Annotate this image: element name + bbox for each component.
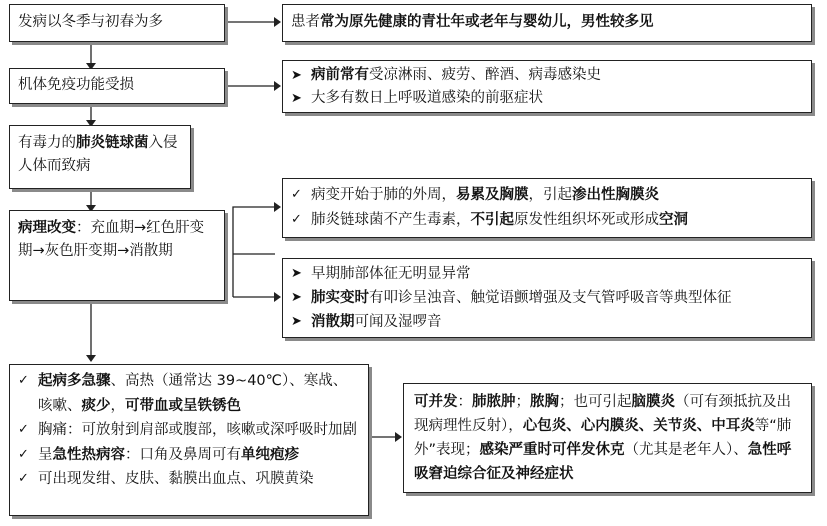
bold-text: 单纯疱疹 xyxy=(241,446,299,463)
list-item xyxy=(291,183,803,208)
text: 受凉淋雨、疲劳、醉酒、病毒感染史 xyxy=(369,67,601,83)
check-icon: ✓ xyxy=(291,187,302,202)
symptoms-box xyxy=(9,364,369,516)
bold-text: 常为原先健康的青壮年或老年与婴幼儿，男性较多见 xyxy=(320,14,654,30)
invasion-box xyxy=(9,125,191,189)
text: 可闻及湿啰音 xyxy=(354,314,442,330)
bold-text: 脓胸 xyxy=(530,394,559,410)
arrow-bullet-icon: ➤ xyxy=(291,314,302,329)
invasion-text-post: 入侵人体而致病 xyxy=(18,135,178,174)
pathology-notes-box xyxy=(282,178,812,238)
bold-text: 起病多急骤 xyxy=(38,373,111,389)
season-text: 发病以冬季与初春为多 xyxy=(18,14,163,30)
list-item-text xyxy=(38,467,314,492)
list-item xyxy=(291,310,803,334)
arrow-bullet-icon: ➤ xyxy=(291,68,302,83)
bold-text: 肺脓肿 xyxy=(472,394,516,410)
check-icon: ✓ xyxy=(18,373,29,388)
list-item-text xyxy=(38,443,299,468)
arrow-bullet-icon: ➤ xyxy=(291,290,302,305)
list-item-text xyxy=(311,64,601,86)
list-item xyxy=(291,262,803,286)
complications-box xyxy=(403,383,812,493)
complications-text xyxy=(414,394,791,482)
bold-text: 病前常有 xyxy=(311,67,369,83)
text: 病变开始于肺的外周， xyxy=(311,187,456,203)
pathology-text: ：充血期→红色肝变期→灰色肝变期→消散期 xyxy=(18,220,205,259)
signs-list xyxy=(291,262,803,334)
pathology-label: 病理改变 xyxy=(18,220,76,236)
check-icon: ✓ xyxy=(18,422,29,437)
triggers-box xyxy=(282,60,812,113)
bold-text: 心包炎、心内膜炎、关节炎、中耳炎 xyxy=(522,418,755,434)
text: （尤其是老年人）、 xyxy=(624,442,748,458)
signs-box xyxy=(282,258,812,338)
check-icon: ✓ xyxy=(291,212,302,227)
text: 有叩诊呈浊音、触觉语颤增强及支气管呼吸音等典型体征 xyxy=(369,290,732,306)
text: ； xyxy=(515,394,530,410)
list-item-text xyxy=(38,369,360,418)
bold-text: 渗出性胸膜炎 xyxy=(572,187,659,203)
season-box xyxy=(9,4,225,42)
immunity-box xyxy=(9,68,225,104)
text: 胸痛：可放射到肩部或腹部，咳嗽或深呼吸时加剧 xyxy=(38,422,357,438)
list-item xyxy=(18,443,360,468)
pathology-box xyxy=(9,210,225,301)
list-item-text xyxy=(311,87,543,109)
bold-text: 急性呼吸窘迫综合征及神经症状 xyxy=(414,442,792,482)
bold-text: 不引起 xyxy=(470,212,514,228)
text: 、高热（通常达 39~40℃）、寒战、咳嗽、 xyxy=(38,373,348,414)
text: ，引起 xyxy=(528,187,572,203)
text: ， xyxy=(110,397,125,414)
symptoms-list xyxy=(18,369,360,492)
pathology-notes-list xyxy=(291,183,803,233)
patients-text xyxy=(291,14,654,30)
text: 早期肺部体征无明显异常 xyxy=(311,266,471,282)
list-item xyxy=(291,87,803,110)
list-item-text xyxy=(311,310,442,334)
bold-text: 消散期 xyxy=(311,314,355,330)
text: 可出现发绀、皮肤、黏膜出血点、巩膜黄染 xyxy=(38,471,314,487)
list-item xyxy=(18,467,360,492)
triggers-list xyxy=(291,64,803,110)
list-item-text xyxy=(311,262,471,286)
arrow-bullet-icon: ➤ xyxy=(291,266,302,281)
list-item xyxy=(18,418,360,443)
bold-text: 可并发 xyxy=(414,394,458,410)
text: 呈 xyxy=(38,446,53,463)
bold-text: 空洞 xyxy=(659,212,688,228)
bold-text: 肺实变时 xyxy=(311,290,369,306)
list-item xyxy=(18,369,360,418)
list-item xyxy=(291,286,803,310)
list-item-text xyxy=(38,418,357,443)
text: 患者 xyxy=(291,14,320,30)
list-item-text xyxy=(311,208,688,233)
text: 肺炎链球菌不产生毒素， xyxy=(311,212,471,228)
text: ；也可引起 xyxy=(559,394,632,410)
check-icon: ✓ xyxy=(18,446,29,462)
bold-text: 易累及胸膜 xyxy=(456,187,529,203)
patients-box xyxy=(282,4,812,42)
immunity-text: 机体免疫功能受损 xyxy=(18,77,134,93)
text: 原发性组织坏死或形成 xyxy=(514,212,659,228)
list-item xyxy=(291,64,803,87)
text: 大多有数日上呼吸道感染的前驱症状 xyxy=(311,90,543,106)
list-item-text xyxy=(311,183,659,208)
invasion-text-pre: 有毒力的 xyxy=(18,135,76,151)
check-icon: ✓ xyxy=(18,471,29,486)
invasion-text-bold: 肺炎链球菌 xyxy=(76,135,149,151)
text: ： xyxy=(457,394,472,410)
list-item xyxy=(291,208,803,233)
text: 等“肺外”表现； xyxy=(414,418,792,458)
bold-text: 可带血或呈铁锈色 xyxy=(125,397,241,414)
bold-text: 痰少 xyxy=(81,397,111,414)
list-item-text xyxy=(311,286,732,310)
text: ：口角及鼻周可有 xyxy=(125,446,241,463)
bold-text: 急性热病容 xyxy=(52,446,125,463)
arrow-bullet-icon: ➤ xyxy=(291,91,302,106)
bold-text: 脑膜炎 xyxy=(631,394,675,410)
text: （可有颈抵抗及出现病理性反射）， xyxy=(414,394,791,434)
bold-text: 感染严重时可伴发休克 xyxy=(479,442,625,458)
